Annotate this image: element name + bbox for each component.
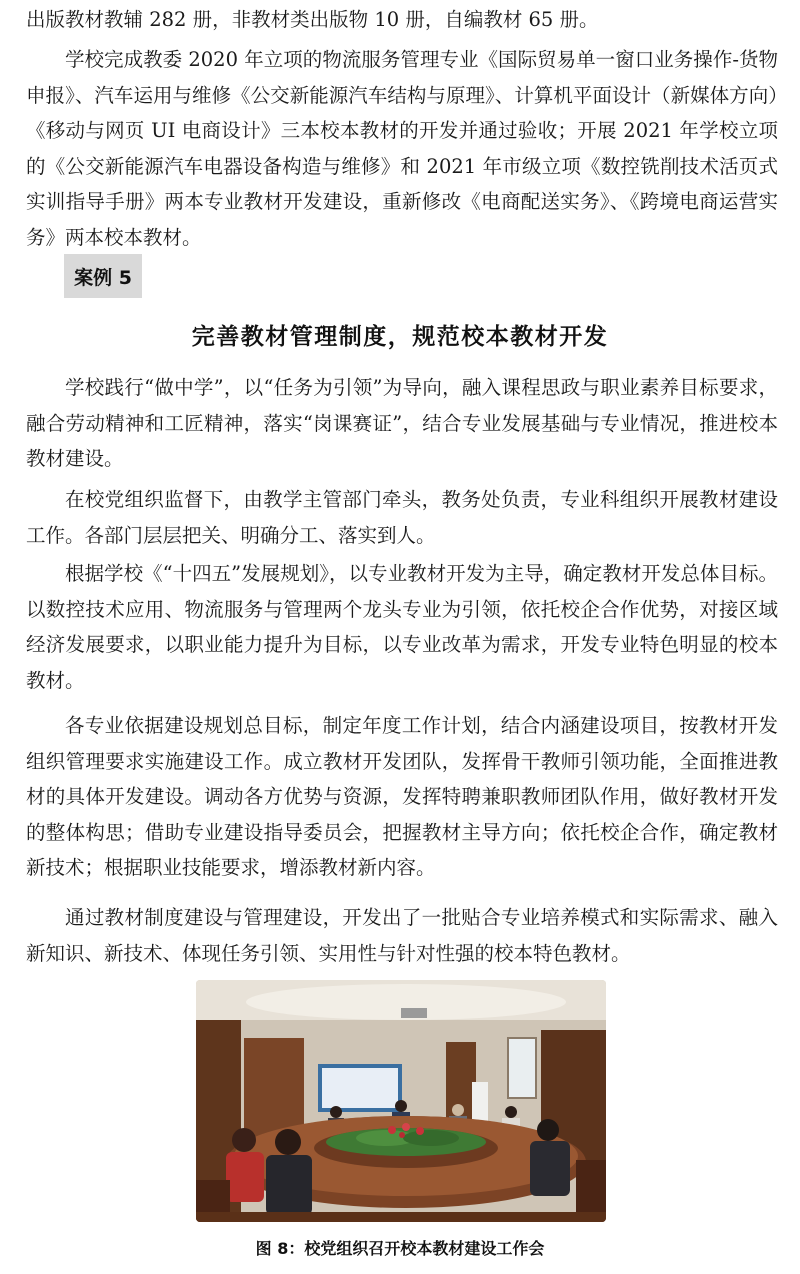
paragraph-development-plan: 根据学校《“十四五”发展规划》，以专业教材开发为主导，确定教材开发总体目标。以数控技术应用、物流服务与管理两个龙头专业为引领，依托校企合作优势，对接区域经济发展要求，以职业能力提升为目标，以专业改革为需求，开发专业特色明显的校本教材。 — [26, 562, 778, 692]
paragraph-organization: 在校党组织监督下，由教学主管部门牵头，教务处负责，专业科组织开展教材建设工作。各部门层层把关、明确分工、落实到人。 — [26, 488, 778, 547]
paragraph-outcome: 通过教材制度建设与管理建设，开发出了一批贴合专业培养模式和实际需求、融入新知识、新技术、体现任务引领、实用性与针对性强的校本特色教材。 — [26, 906, 778, 965]
paragraph-publication-stats: 出版教材教辅 282 册，非教材类出版物 10 册，自编教材 65 册。 — [26, 8, 599, 31]
meeting-photo — [196, 980, 606, 1222]
case-label: 案例 5 — [64, 254, 142, 298]
paragraph-implementation: 各专业依据建设规划总目标，制定年度工作计划，结合内涵建设项目，按教材开发组织管理要求实施建设工作。成立教材开发团队，发挥骨干教师引领功能，全面推进教材的具体开发建设。调动各方优势与资源，发挥特聘兼职教师团队作用，做好教材开发的整体构思；借助专业建设指导委员会，把握教材主导方向；依托校企合作，确定教材新技术；根据职业技能要求，增添教材新内容。 — [26, 714, 778, 879]
paragraph-guiding-principle: 学校践行“做中学”，以“任务为引领”为导向，融入课程思政与职业素养目标要求，融合劳动精神和工匠精神，落实“岗课赛证”，结合专业发展基础与专业情况，推进校本教材建设。 — [26, 376, 778, 470]
figure-caption: 图 8：校党组织召开校本教材建设工作会 — [255, 1239, 545, 1258]
section-title: 完善教材管理制度，规范校本教材开发 — [191, 324, 609, 350]
paragraph-textbook-completion: 学校完成教委 2020 年立项的物流服务管理专业《国际贸易单一窗口业务操作-货物申报》、汽车运用与维修《公交新能源汽车结构与原理》、计算机平面设计（新媒体方向）《移动与网页 UI 电商设计》三本校本教材的开发并通过验收；开展 2021 年学校立项的《公交新能源汽车电器设备构造与维修》和 2021 年市级立项《数控铣削技术活页式实训指导手册》两本专业教材开发建设，重新修改《电商配送实务》、《跨境电商运营实务》两本校本教材。 — [26, 48, 778, 249]
